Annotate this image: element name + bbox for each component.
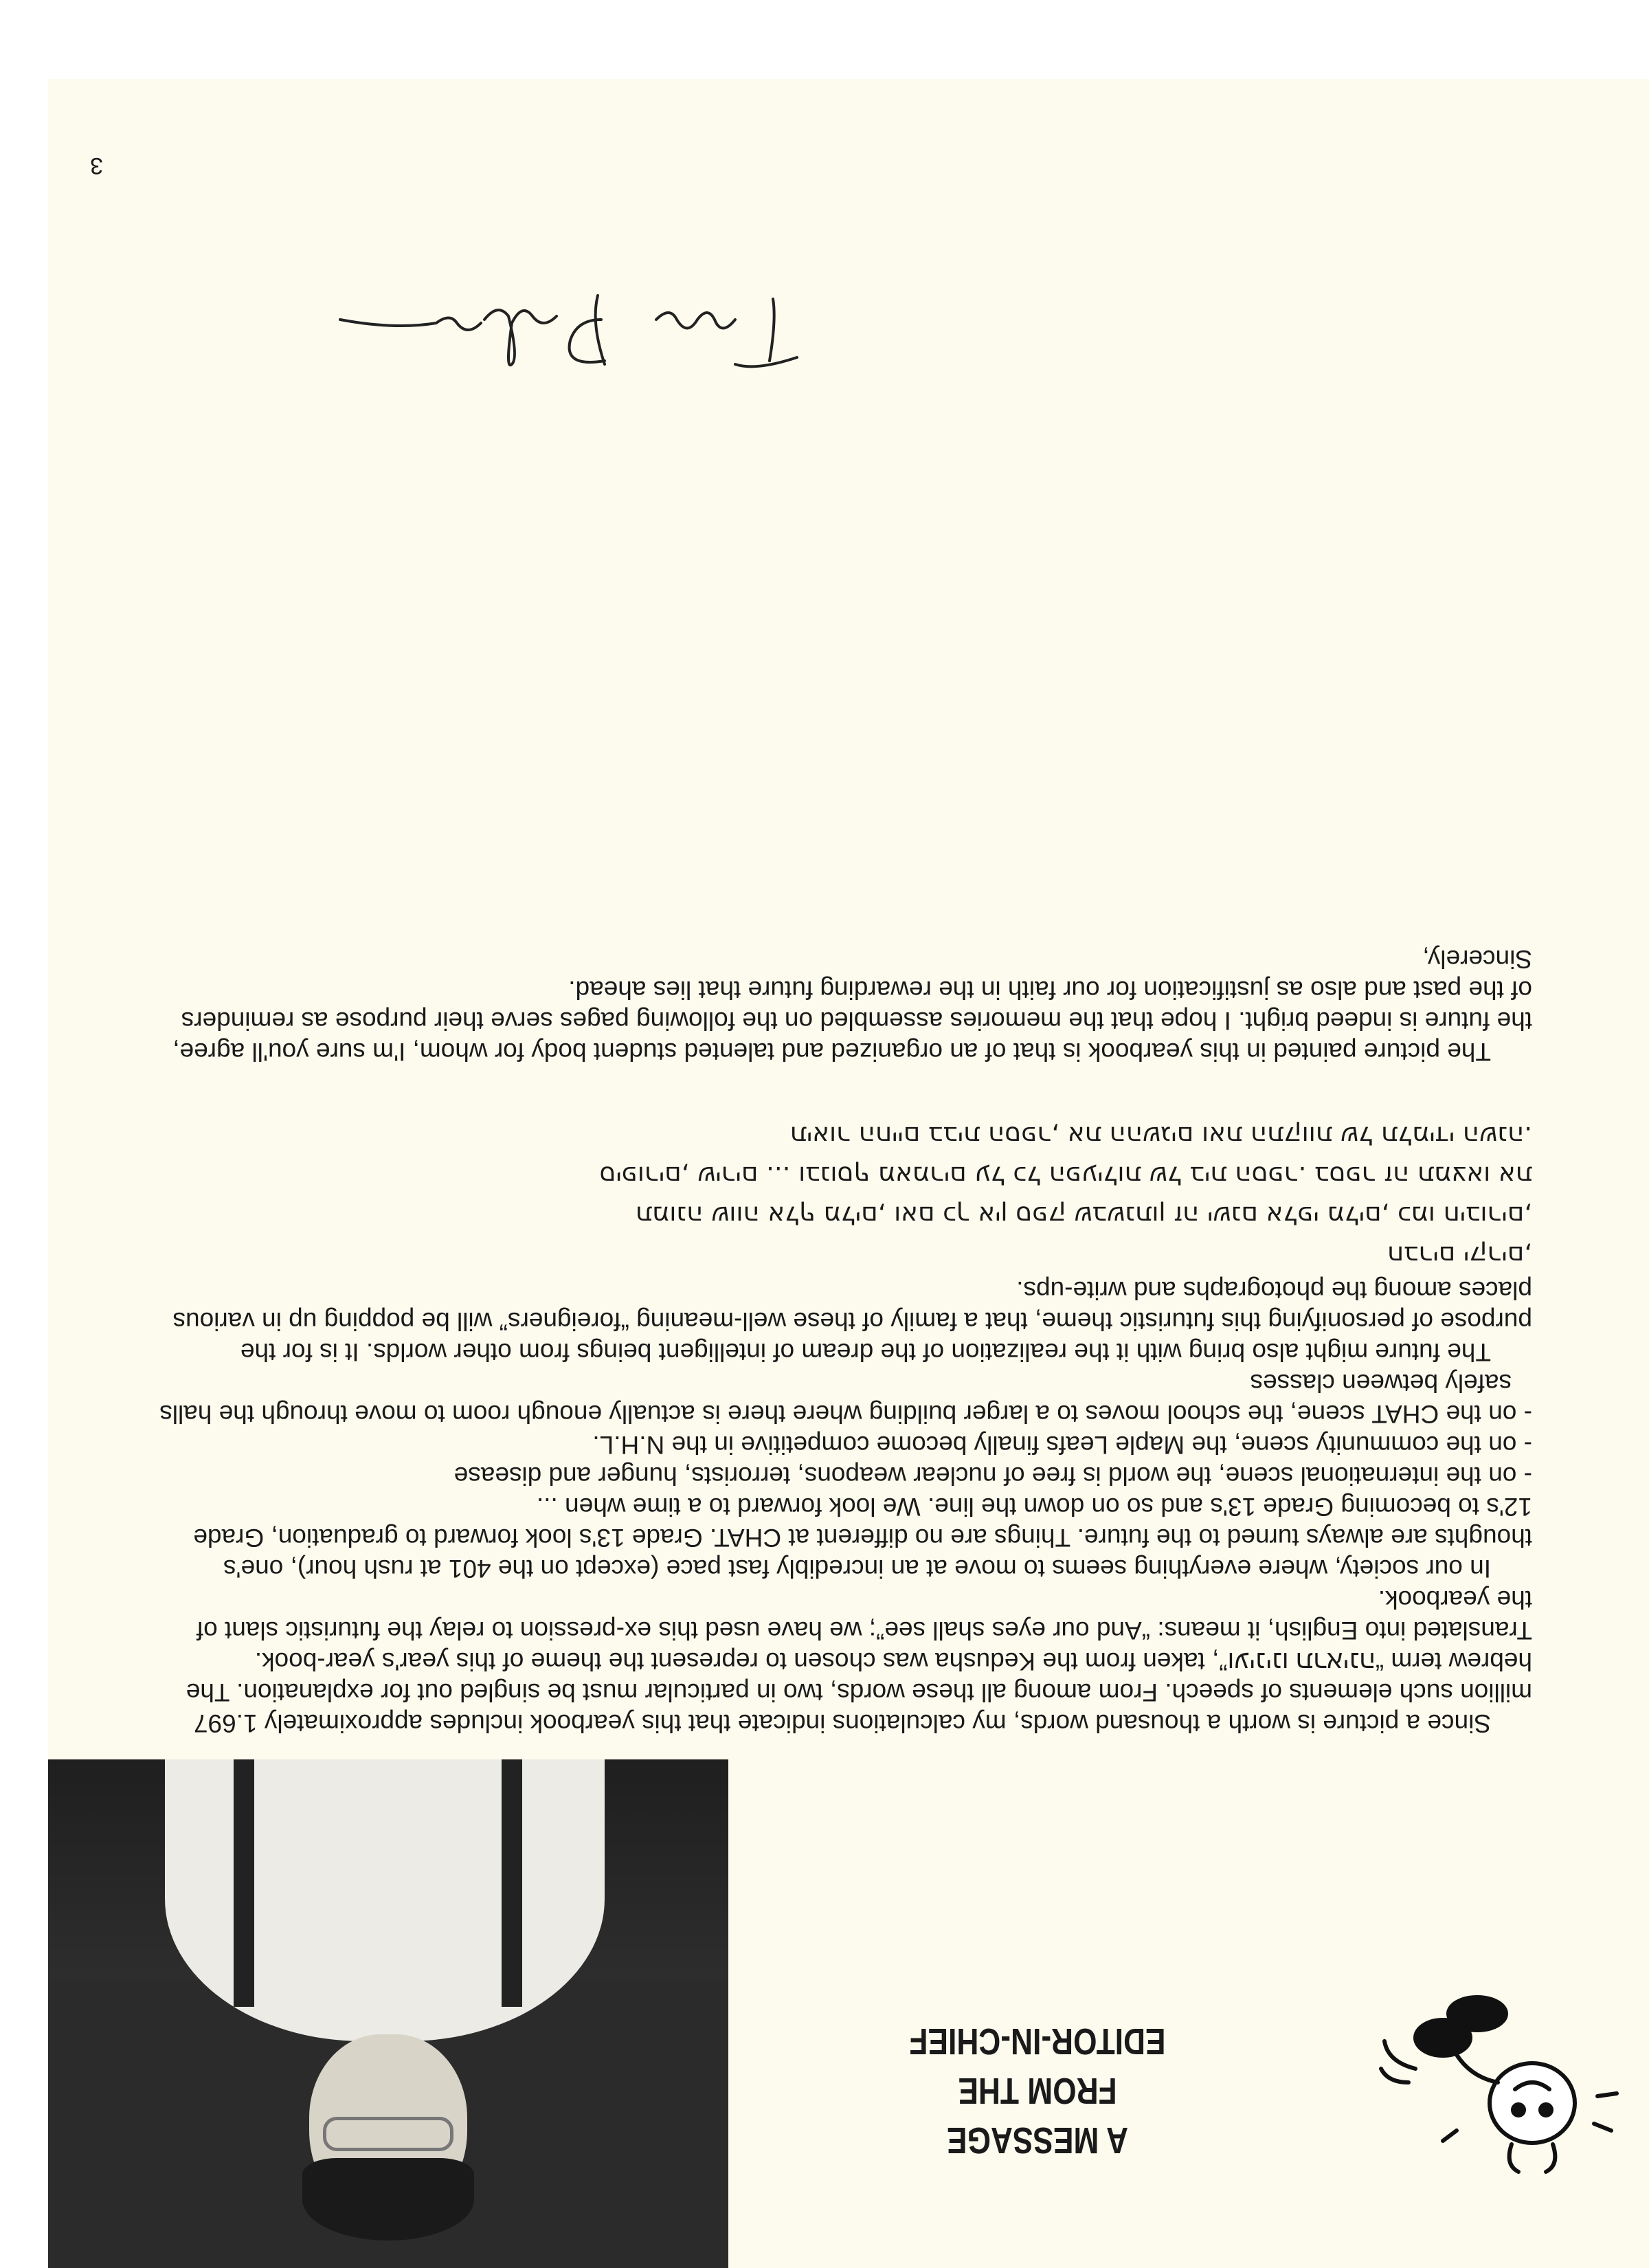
bullet-international: - on the international scene, the world is free of nuclear weapons, terrorists, hunger and disease <box>453 1462 1532 1490</box>
photo-shirt-stripe <box>502 1759 522 2007</box>
page-content-rotated <box>48 79 1649 2268</box>
headline-line: FROM THE <box>958 2070 1117 2111</box>
paragraph-future: In our society, where everything seems to move at an incredibly fast pace (except on the 401 at rush hour), one's thoughts are always turned to the future. Things are no different at CHAT. Grade 13's look forward to graduation, Grade 12's to becoming Grade 13's and so on down the line. We look forward to a time when ... <box>193 1493 1532 1583</box>
editor-signature <box>330 275 811 385</box>
alien-mascot-illustration <box>1374 1979 1635 2186</box>
yearbook-page <box>48 79 1649 2268</box>
photo-hair <box>302 2158 474 2241</box>
article-body <box>158 944 1532 1739</box>
spacer <box>158 1067 1532 1115</box>
photo-shirt <box>165 1759 605 2041</box>
headline-line: EDITOR-IN-CHIEF <box>909 2021 1166 2062</box>
headline-line: A MESSAGE <box>946 2120 1129 2161</box>
editor-photo <box>48 1759 728 2268</box>
bullet-chat: - on the CHAT scene, the school moves to a larger building where there is actually enough room to move through the halls safely between classes <box>159 1369 1532 1428</box>
photo-glasses <box>323 2117 453 2151</box>
hebrew-greeting: חברים יקרים, <box>1387 1241 1532 1270</box>
photo-shirt-stripe <box>234 1759 254 2007</box>
page-headline <box>789 2016 1286 2165</box>
paragraph-intro: Since a picture is worth a thousand words, my calculations indicate that this yearbook includes approximately 1.697 million such elements of speech. From among all these words, two in particular must be singled out for explanation. The hebrew term “ועינינו תראינה”, taken from the Kedusha was chosen to represent the theme of this year's year-book. Translated into English, it means: “And our eyes shall see”; we have used this ex-pression to relay the futuristic slant of the yearbook. <box>186 1586 1532 1737</box>
paragraph-closing: The picture painted in this yearbook is that of an organized and talented student body for whom, I'm sure you'll agree, the future is indeed bright. I hope that the memories assembled on the following pages serve their purpose as reminders of the past and also as justification for our faith in the rewarding future that lies ahead. <box>172 976 1532 1066</box>
bullet-community: - on the community scene, the Maple Leafs finally become competitive in the N.H.L. <box>592 1431 1532 1459</box>
paragraph-foreigners: The future might also bring with it the realization of the dream of intelligent beings from other worlds. It is for the purpose of personifying this futuristic theme, that a family of these well-meaning “foreigners” will be popping up in various places among the photographs and write-ups. <box>172 1276 1532 1366</box>
closing-salutation: Sincerely, <box>1422 945 1532 973</box>
hebrew-paragraph: תמונה שווה אלף מלים, ואם כך אין ספק שבשנתון זה ישנם אלפי מלים, כמו חיבורים, סיפורים, שירים ... ובנוסף מאמרים על כל הפעילות של בית הספר. בספר זה תמצאו את תיאור החיים בבית הספר, את ההשגים ואת התקוות של תלמידי השנה. <box>599 1121 1532 1230</box>
page-number: 3 <box>90 153 103 179</box>
